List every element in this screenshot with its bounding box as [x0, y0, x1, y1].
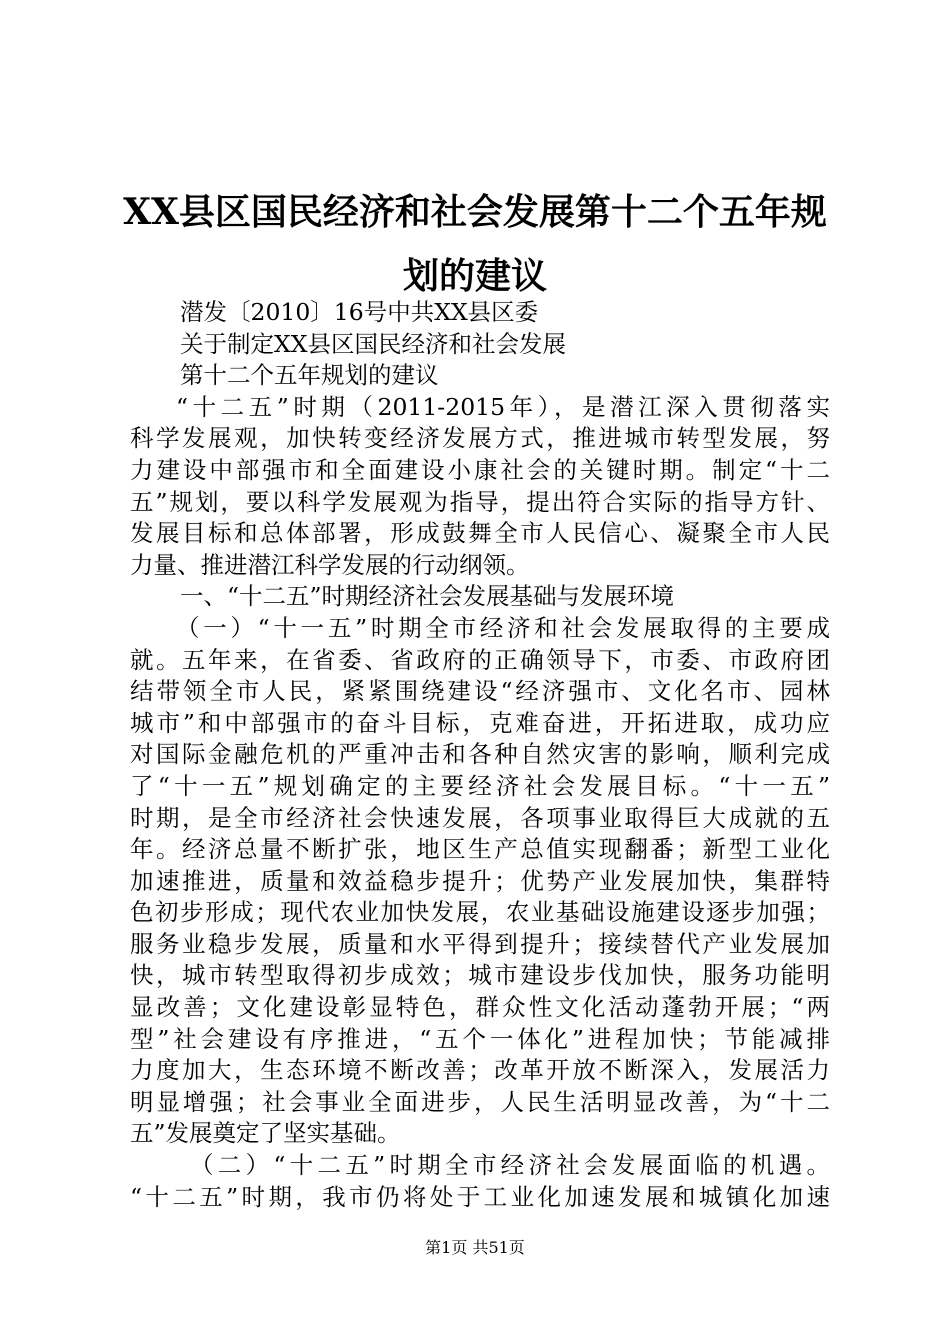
subtitle-line-2: 第十二个五年规划的建议 — [180, 361, 439, 390]
paragraph-line: 明显增强；社会事业全面进步，人民生活明显改善，为“十二 — [130, 1087, 830, 1116]
title-line-2: 划的建议 — [402, 255, 547, 297]
paragraph-line: 加速推进，质量和效益稳步提升；优势产业发展加快，集群特 — [130, 866, 830, 895]
paragraph-line: 对国际金融危机的严重冲击和各种自然灾害的影响，顺利完成 — [130, 740, 830, 769]
doc-number-line: 潜发〔2010〕16号中共XX县区委 — [180, 298, 539, 326]
paragraph-line: 年。经济总量不断扩张，地区生产总值实现翻番；新型工业化 — [130, 835, 830, 864]
paragraph-line: 色初步形成；现代农业加快发展，农业基础设施建设逐步加强； — [130, 898, 830, 927]
paragraph-line: 科学发展观，加快转变经济发展方式，推进城市转型发展，努 — [130, 424, 830, 453]
paragraph-line: （一）“十一五”时期全市经济和社会发展取得的主要成 — [176, 613, 830, 642]
paragraph-line: 五”规划，要以科学发展观为指导，提出符合实际的指导方针、 — [130, 487, 830, 516]
subtitle-line-1: 关于制定XX县区国民经济和社会发展 — [180, 329, 566, 358]
paragraph-line: 力建设中部强市和全面建设小康社会的关键时期。制定“十二 — [130, 455, 830, 484]
paragraph-line: “十二五”时期（2011-2015年），是潜江深入贯彻落实 — [176, 392, 830, 421]
paragraph-line: 型”社会建设有序推进，“五个一体化”进程加快；节能减排 — [130, 1024, 830, 1053]
document-body — [130, 297, 830, 1213]
paragraph-line: 结带领全市人民，紧紧围绕建设“经济强市、文化名市、园林 — [130, 677, 830, 706]
paragraph-line: （二）“十二五”时期全市经济社会发展面临的机遇。 — [190, 1151, 830, 1180]
paragraph-line: 五”发展奠定了坚实基础。 — [130, 1119, 401, 1148]
page-footer: 第1页 共51页 — [425, 1238, 525, 1257]
paragraph-line: 就。五年来，在省委、省政府的正确领导下，市委、市政府团 — [130, 645, 830, 674]
document-title — [120, 180, 830, 308]
paragraph-line: 发展目标和总体部署，形成鼓舞全市人民信心、凝聚全市人民 — [130, 519, 830, 548]
paragraph-line: 快，城市转型取得初步成效；城市建设步伐加快，服务功能明 — [130, 961, 830, 990]
paragraph-line: 显改善；文化建设彰显特色，群众性文化活动蓬勃开展；“两 — [130, 993, 830, 1022]
paragraph-line: 城市”和中部强市的奋斗目标，克难奋进，开拓进取，成功应 — [130, 708, 830, 737]
paragraph-line: 力量、推进潜江科学发展的行动纲领。 — [130, 550, 530, 579]
title-line-1: XX县区国民经济和社会发展第十二个五年规 — [123, 191, 827, 233]
paragraph-line: 了“十一五”规划确定的主要经济社会发展目标。“十一五” — [130, 771, 830, 800]
paragraph-line: 服务业稳步发展，质量和水平得到提升；接续替代产业发展加 — [130, 929, 830, 958]
section-heading: 一、“十二五”时期经济社会发展基础与发展环境 — [180, 582, 675, 611]
paragraph-line: 时期，是全市经济社会快速发展，各项事业取得巨大成就的五 — [130, 803, 830, 832]
paragraph-line: “十二五”时期，我市仍将处于工业化加速发展和城镇化加速 — [130, 1182, 830, 1211]
paragraph-line: 力度加大，生态环境不断改善；改革开放不断深入，发展活力 — [130, 1056, 830, 1085]
